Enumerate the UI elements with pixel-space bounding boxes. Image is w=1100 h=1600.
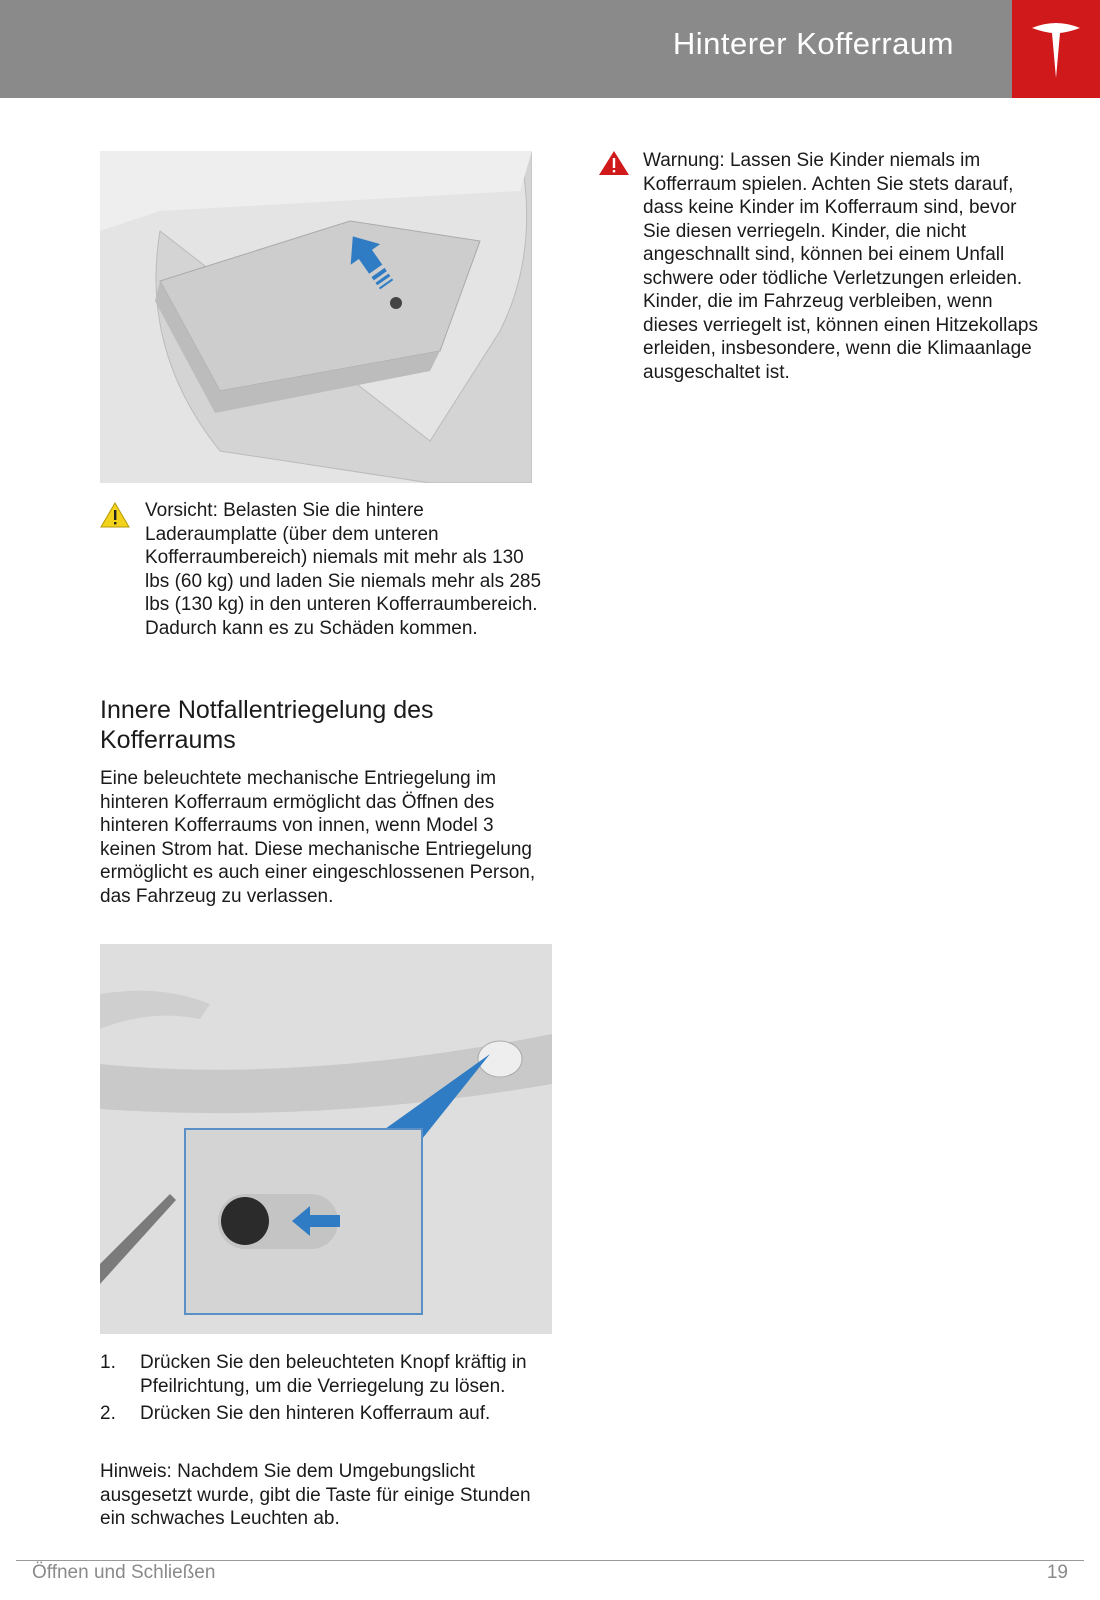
note-text: Hinweis: Nachdem Sie dem Umgebungslicht ausgesetzt wurde, gibt die Taste für einige Stunden ein schwaches Leuchten ab. [100, 1461, 531, 1529]
warning-label: Warnung: [643, 150, 725, 171]
list-item: 2. Drücken Sie den hinteren Kofferraum auf. [100, 1403, 491, 1424]
trunk-floor-illustration [100, 151, 532, 483]
tesla-logo [1012, 0, 1100, 98]
caution-label: Vorsicht: [145, 500, 218, 521]
steps-list [100, 1351, 560, 1430]
header-title: Hinterer Kofferraum [672, 26, 954, 61]
footer-section: Öffnen und Schließen [32, 1562, 216, 1583]
caution-icon [100, 502, 130, 528]
page-number: 19 [1046, 1562, 1068, 1583]
note-label: Hinweis: [100, 1461, 172, 1482]
section-body: Eine beleuchtete mechanische Entriegelung im hinteren Kofferraum ermöglicht das Öffnen des hinteren Kofferraums von innen, wenn Model 3 keinen Strom hat. Diese mechanische Entriegelung ermöglicht es auch einer eingeschlossenen Person, das Fahrzeug zu verlassen. [100, 768, 536, 907]
footer-divider [16, 1560, 1084, 1561]
list-item: 1. Drücken Sie den beleuchteten Knopf kräftig in Pfeilrichtung, um die Verriegelung zu lösen. [100, 1352, 527, 1397]
page-header [0, 0, 1100, 98]
warning-icon [598, 150, 630, 176]
section-heading: Innere Notfallentriegelung des Kofferraums [100, 696, 434, 754]
caution-text: Vorsicht: Belasten Sie die hintere Laderaumplatte (über dem unteren Kofferraumbereich) niemals mit mehr als 130 lbs (60 kg) und laden Sie niemals mehr als 285 lbs (130 kg) in den unteren Kofferraumbereich. Dadurch kann es zu Schäden kommen. [145, 500, 542, 639]
warning-text: Warnung: Lassen Sie Kinder niemals im Kofferraum spielen. Achten Sie stets darauf, dass keine Kinder im Kofferraum sind, bevor Sie diesen verriegeln. Kinder, die nicht angeschnallt sind, können bei einem Unfall schwere oder tödliche Verletzungen erleiden. Kinder, die im Fahrzeug verbleiben, wenn dieses verriegelt ist, können einen Hitzekollaps erleiden, insbesondere, wenn die Klimaanlage ausgeschaltet ist. [643, 150, 1038, 383]
emergency-release-illustration [100, 944, 552, 1334]
